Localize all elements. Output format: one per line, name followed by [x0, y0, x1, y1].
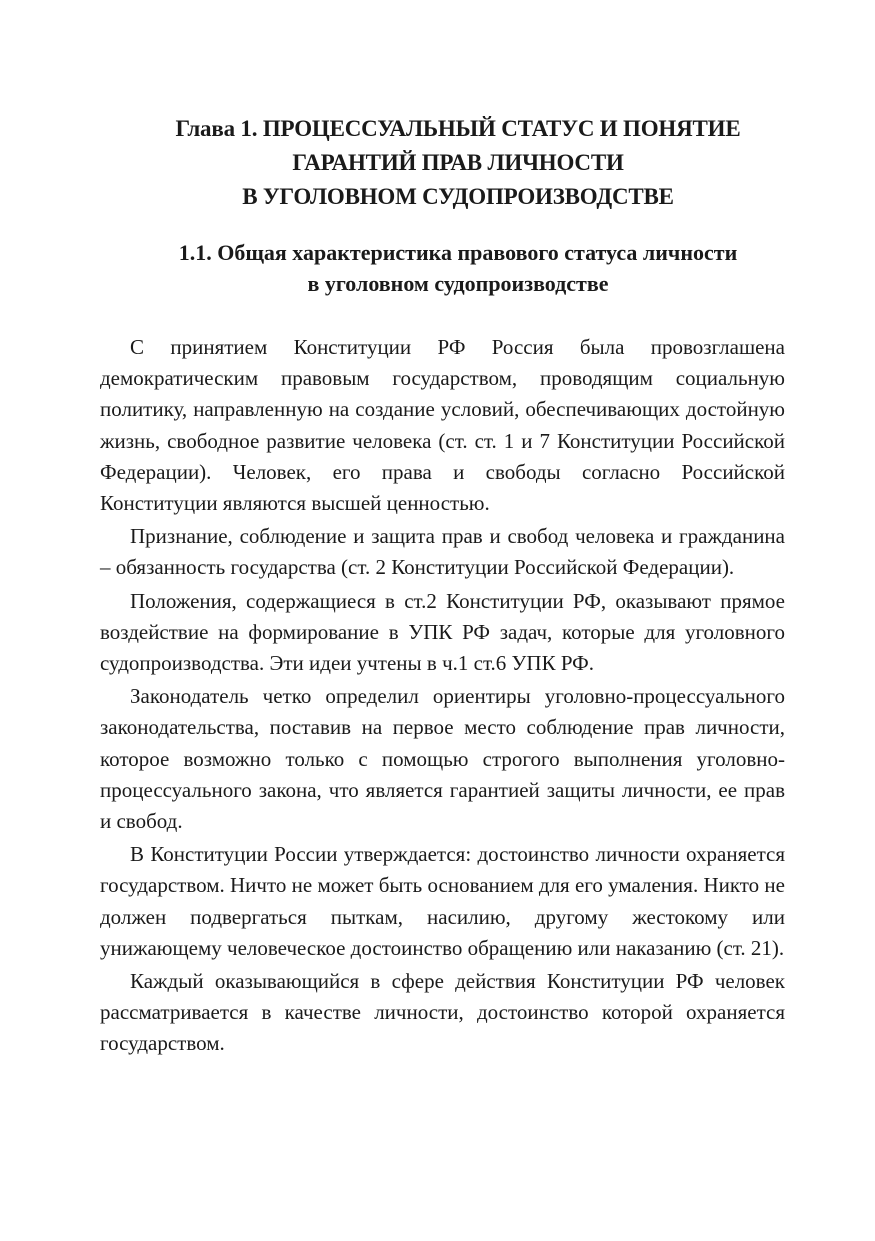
paragraph-1: С принятием Конституции РФ Россия была провозглашена демократическим правовым государством, проводящим социальную политику, направленную на создание условий, обеспечивающих достойную жизнь, свободное развитие человека (ст. ст. 1 и 7 Конституции Российской Федерации). Человек, его права и свободы согласно Российской Конституции являются высшей ценностью. [100, 335, 785, 516]
chapter-title-line-1: Глава 1. ПРОЦЕССУАЛЬНЫЙ СТАТУС И ПОНЯТИЕ [175, 116, 741, 141]
paragraph-2: Признание, соблюдение и защита прав и свобод человека и гражданина – обязанность государства (ст. 2 Конституции Российской Федерации). [100, 524, 785, 580]
paragraph-6: Каждый оказывающийся в сфере действия Конституции РФ человек рассматривается в качестве личности, достоинство которой охраняется государством. [100, 969, 785, 1056]
paragraph-4: Законодатель четко определил ориентиры уголовно-процессуального законодательства, поставив на первое место соблюдение прав личности, которое возможно только с помощью строгого выполнения уголовно-процессуального закона, что является гарантией защиты личности, ее прав и свобод. [100, 684, 785, 834]
paragraph-3: Положения, содержащиеся в ст.2 Конституции РФ, оказывают прямое воздействие на формирование в УПК РФ задач, которые для уголовного судопроизводства. Эти идеи учтены в ч.1 ст.6 УПК РФ. [100, 588, 785, 676]
chapter-title-line-2: ГАРАНТИЙ ПРАВ ЛИЧНОСТИ [292, 150, 624, 175]
chapter-title [100, 112, 816, 214]
section-title-line-2: в уголовном судопроизводстве [307, 271, 609, 296]
paragraph-5: В Конституции России утверждается: достоинство личности охраняется государством. Ничто не может быть основанием для его умаления. Никто не должен подвергаться пыткам, насилию, другому жестокому или унижающему человеческое достоинство обращению или наказанию (ст. 21). [100, 842, 785, 960]
section-title-line-1: 1.1. Общая характеристика правового статуса личности [178, 240, 738, 265]
section-title [100, 237, 816, 299]
body-text [100, 332, 785, 1062]
chapter-title-line-3: В УГОЛОВНОМ СУДОПРОИЗВОДСТВЕ [242, 184, 674, 209]
